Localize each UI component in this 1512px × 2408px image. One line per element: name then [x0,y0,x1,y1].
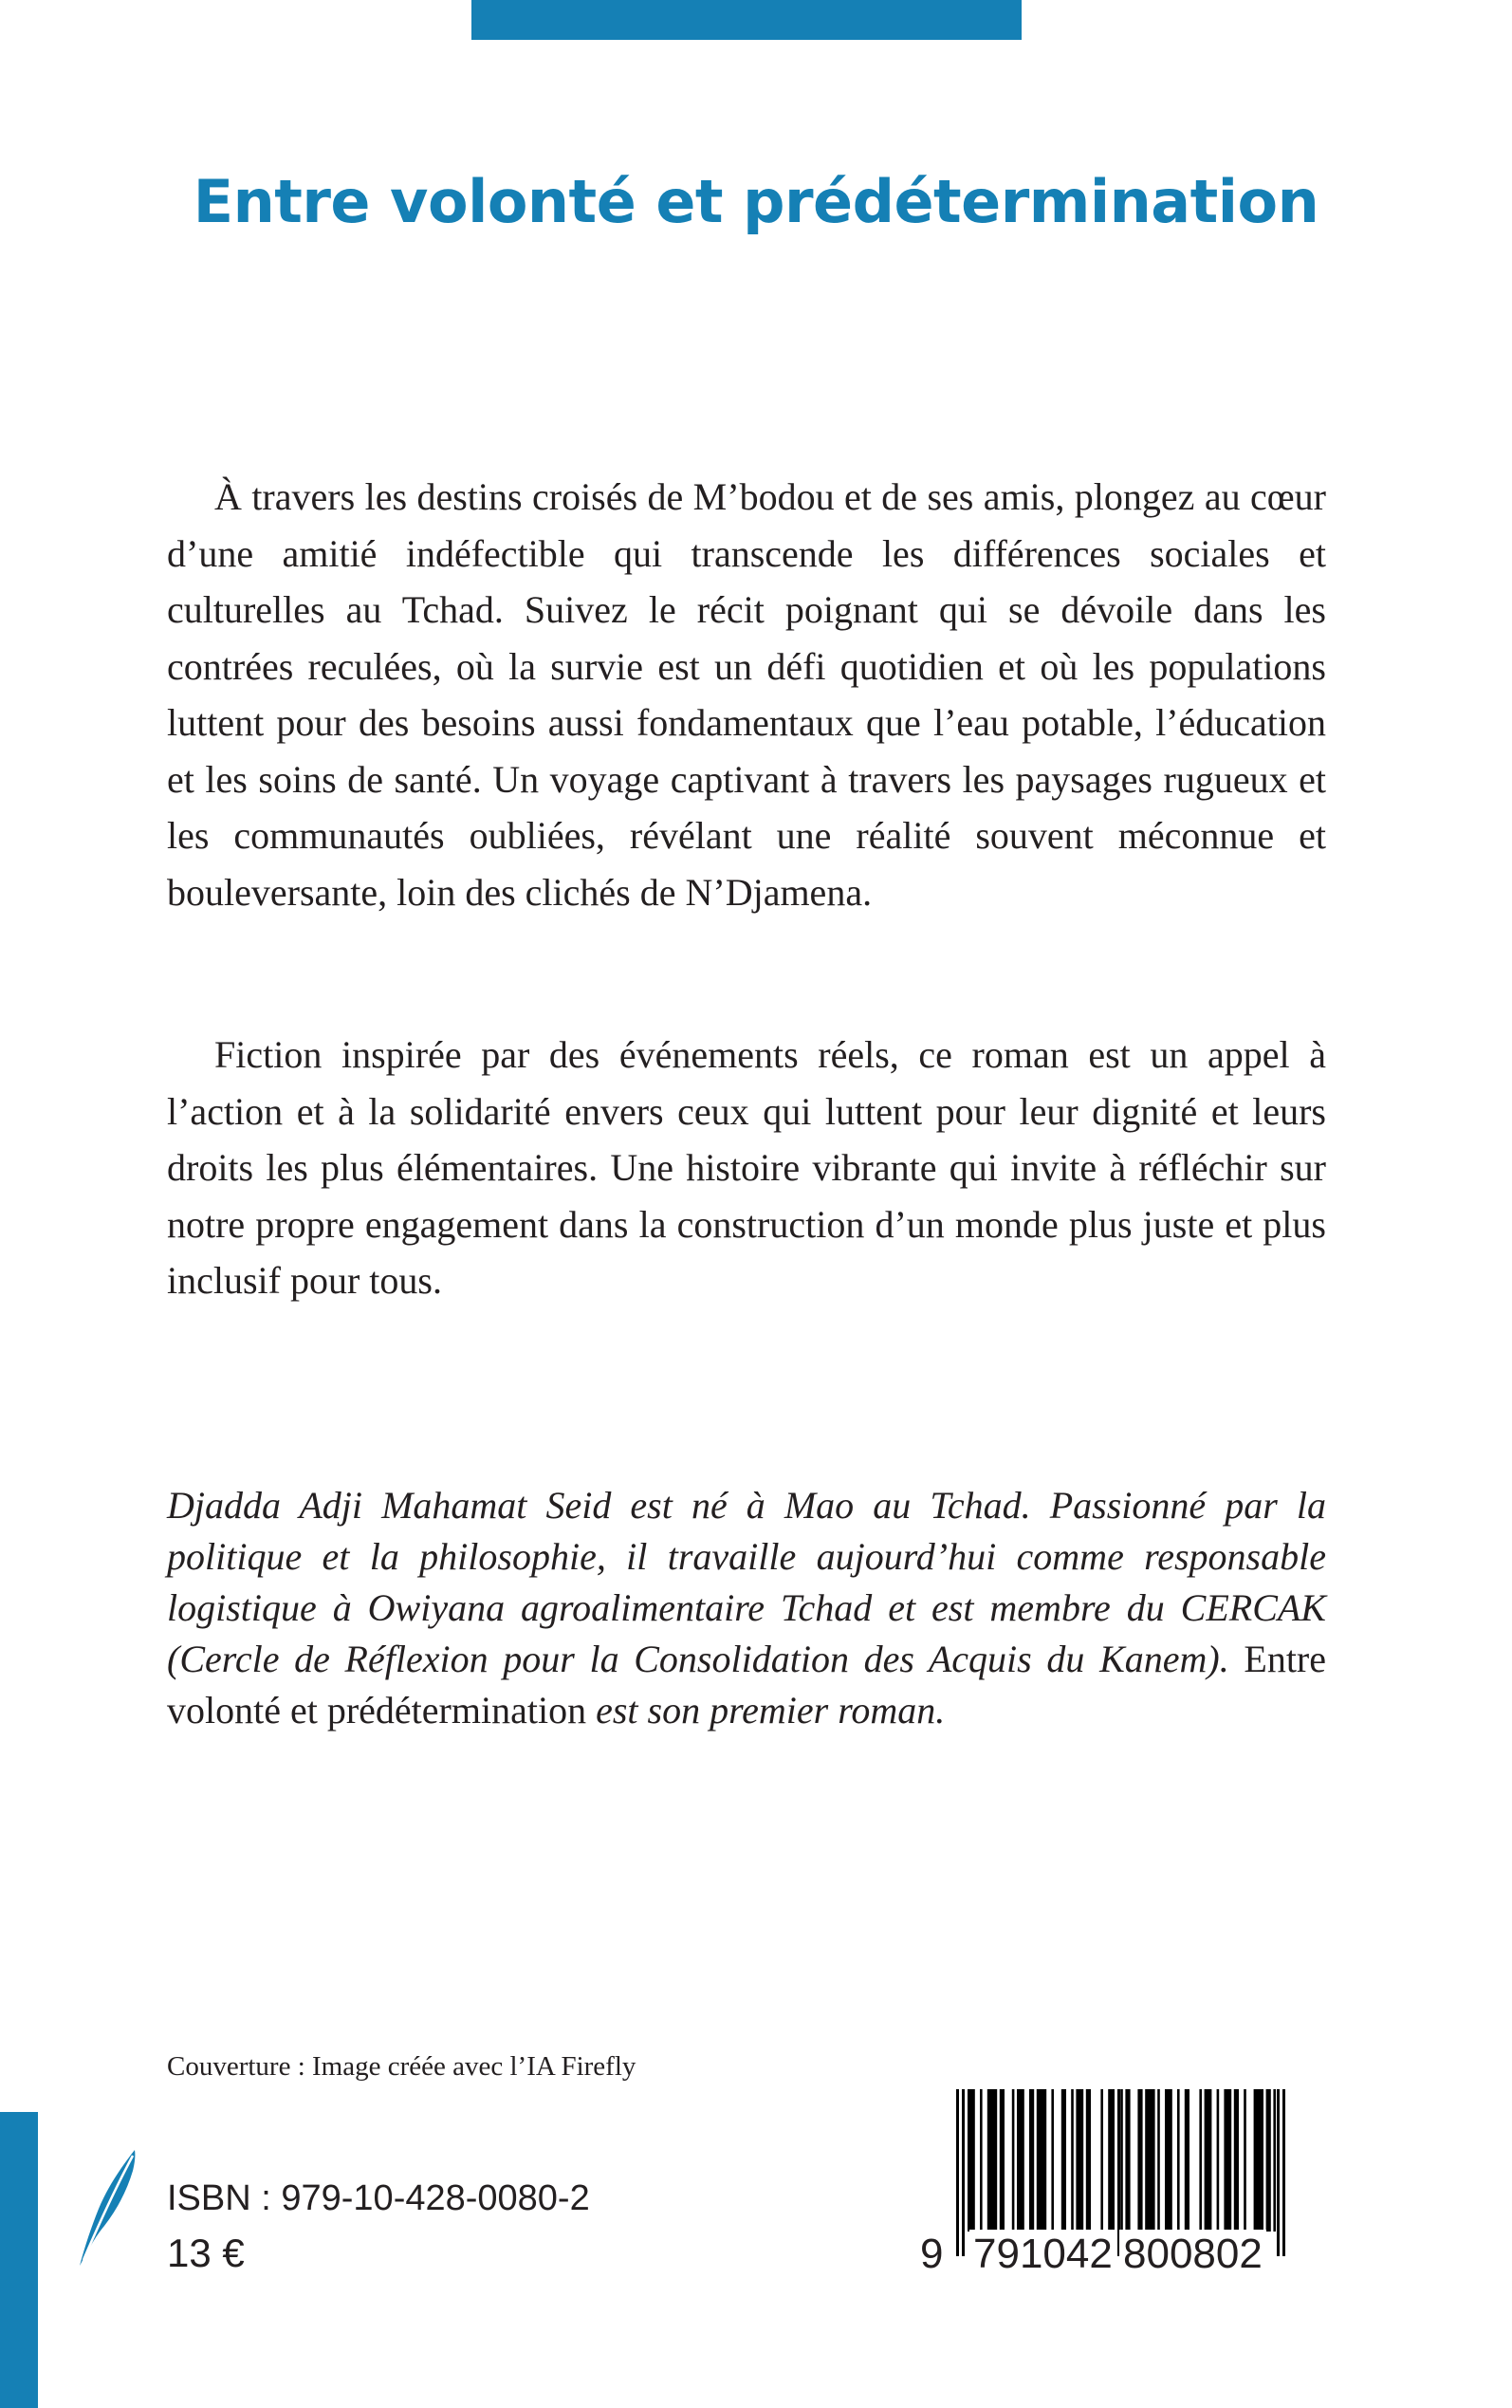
barcode-left-digits: 791042 [969,2230,1116,2279]
blurb-paragraph-2: Fiction inspirée par des événements réels, ce roman est un appel à l’action et à la solidarité envers ceux qui luttent pour leur dignité et leurs droits les plus élémentaires. Une histoire vibrante qui invite à réfléchir sur notre propre engagement dans la construction d’un monde plus juste et plus inclusif pour tous. [167,1033,1326,1302]
cover-credit: Couverture : Image créée avec l’IA Firefly [167,2051,636,2082]
author-bio-book-title: Entre volonté et prédétermination [167,1638,1327,1732]
feather-icon [76,2146,142,2269]
barcode-first-digit: 9 [920,2231,944,2277]
price-label: 13 € [167,2231,245,2275]
side-accent-bar [0,2112,38,2408]
top-accent-bar [471,0,1022,40]
barcode-right-digits: 800802 [1119,2230,1266,2279]
barcode [909,2089,1288,2283]
author-bio-closing: est son premier roman. [596,1689,946,1732]
blurb-paragraph-1: À travers les destins croisés de M’bodou et de ses amis, plongez au cœur d’une amitié indéfectible qui transcende les différences sociales et culturelles au Tchad. Suivez le récit poignant qui se dévoile dans les contrées reculées, où la survie est un défi quotidien et où les populations luttent pour des besoins aussi fondamentaux que l’eau potable, l’éducation et les soins de santé. Un voyage captivant à travers les paysages rugueux et les communautés oubliées, révélant une réalité souvent méconnue et bouleversante, loin des clichés de N’Djamena. [167,475,1326,914]
author-bio [167,1480,1326,1736]
isbn-label: ISBN : 979-10-428-0080-2 [167,2178,590,2218]
author-bio-italic: Djadda Adji Mahamat Seid est né à Mao au Tchad. Passionné par la politique et la philosophie, il travaille aujourd’hui comme responsable logistique à Owiyana agroalimentaire Tchad et est membre du CERCAK (Cercle de Réflexion pour la Consolidation des Acquis du Kanem). [167,1484,1326,1680]
book-title: Entre volonté et prédétermination [193,167,1319,236]
